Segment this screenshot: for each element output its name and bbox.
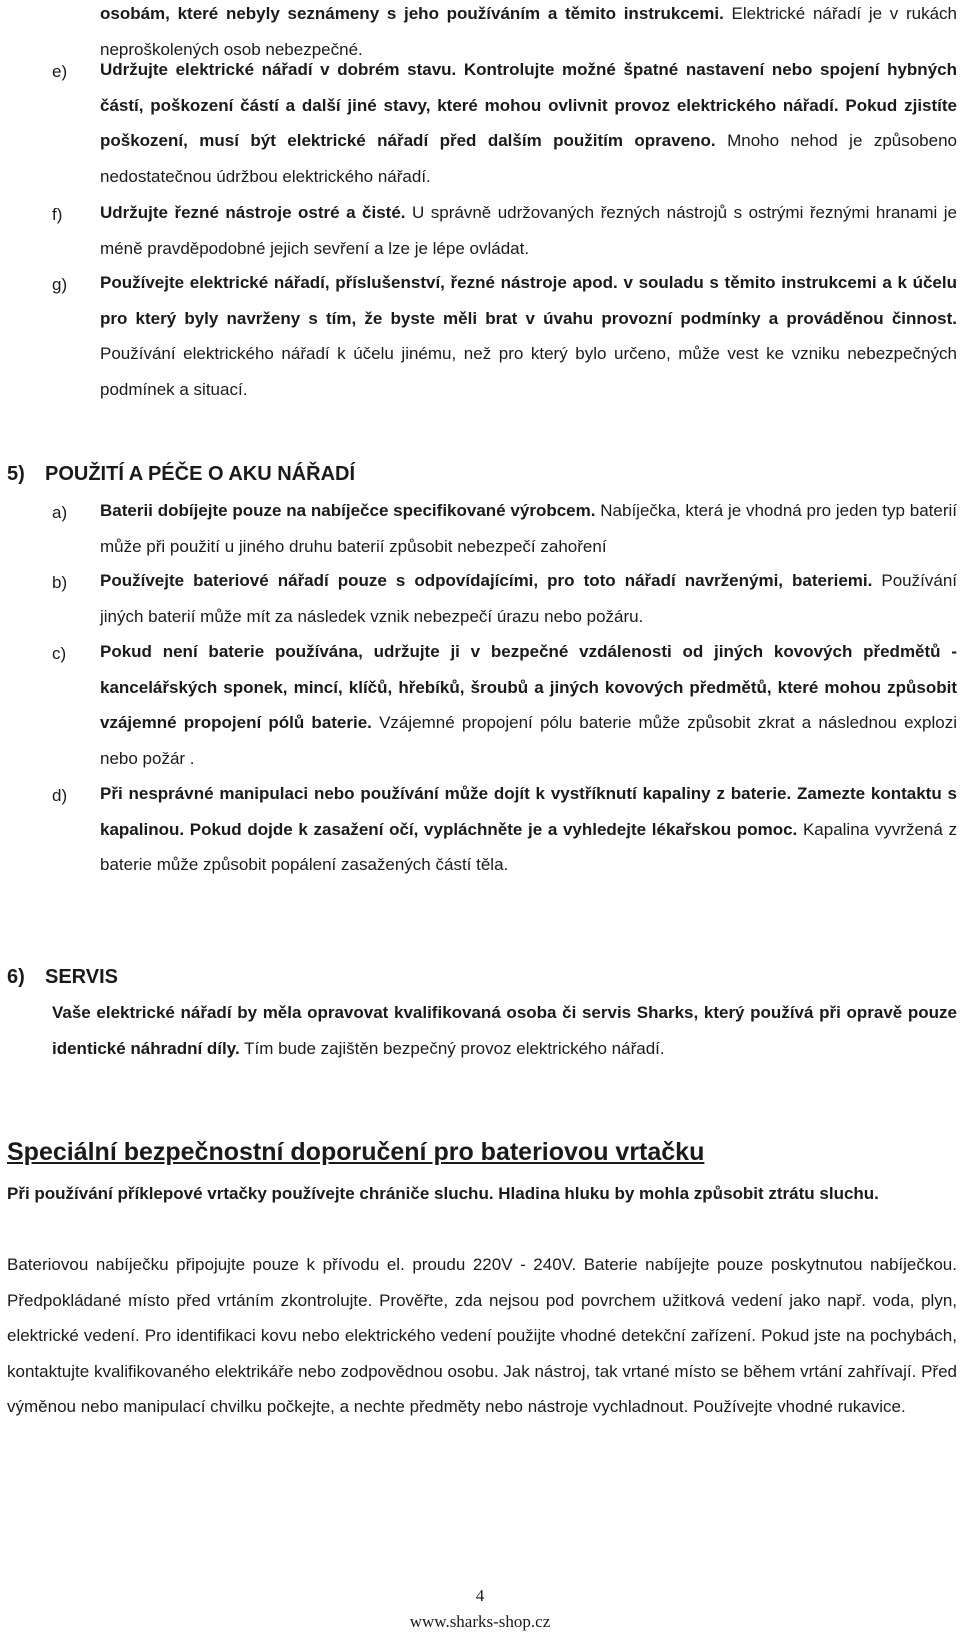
list-marker: c) [52, 644, 67, 663]
section-title: POUŽITÍ A PÉČE O AKU NÁŘADÍ [45, 463, 356, 485]
section-number: 6) [7, 966, 25, 988]
list-marker: a) [52, 503, 68, 522]
list-marker: f) [52, 205, 63, 224]
section-6-heading [7, 966, 118, 989]
list-item-bold: Udržujte elektrické nářadí v dobrém stavu. Kontrolujte možné špatné nastavení nebo spojení hybných částí, poškození částí a další jiné stavy, které mohou ovlivnit provoz elektrického nářadí. Pokud zjistíte poškození, musí být elektrické nářadí před dalším použitím opraveno. [100, 60, 957, 151]
service-bold-text: Vaše elektrické nářadí by měla opravovat kvalifikovaná osoba či servis Sharks, který používá při opravě pouze identické náhradní díly. [52, 1003, 957, 1058]
list-item-bold: Pokud není baterie používána, udržujte ji v bezpečné vzdálenosti od jiných kovových předmětů - kancelářských sponek, mincí, klíčů, hřebíků, šroubů a jiných kovových předmětů, které mohou způsobit vzájemné propojení pólů baterie. [100, 642, 957, 733]
list-item-normal: Kapalina vyvržená z baterie může způsobit popálení zasažených částí těla. [100, 819, 957, 875]
list-item-text [100, 52, 957, 194]
service-paragraph [52, 995, 957, 1066]
list-item-text [100, 195, 957, 266]
list-item-text [100, 776, 957, 883]
intro-normal-text: Elektrické nářadí je v rukách neproškolených osob nebezpečné. [100, 4, 957, 59]
intro-bold-text: osobám, které nebyly seznámeny s jeho používáním a těmito instrukcemi. [100, 4, 724, 23]
list-marker: g) [52, 275, 68, 294]
special-recommendations-title: Speciální bezpečnostní doporučení pro bateriovou vrtačku [7, 1138, 705, 1166]
list-marker: b) [52, 573, 68, 592]
list-item-normal: Používání jiných baterií může mít za následek vznik nebezpečí úrazu nebo požáru. [100, 571, 957, 626]
list-item-text [100, 563, 957, 634]
hearing-protection-paragraph: Při používání příklepové vrtačky používejte chrániče sluchu. Hladina hluku by mohla způsobit ztrátu sluchu. [7, 1184, 879, 1203]
list-item-normal: U správně udržovaných řezných nástrojů s ostrými řeznými hranami je méně pravděpodobné jejich sevření a lze je lépe ovládat. [100, 203, 957, 258]
list-item-normal: Nabíječka, která je vhodná pro jeden typ baterií může při použití u jiného druhu baterií způsobit nebezpečí zahoření [100, 501, 957, 556]
list-item-text [100, 265, 957, 407]
list-item-text [100, 634, 957, 776]
list-marker: e) [52, 62, 68, 81]
section-title: SERVIS [45, 966, 118, 988]
section-number: 5) [7, 463, 25, 485]
drill-safety-paragraph: Bateriovou nabíječku připojujte pouze k přívodu el. proudu 220V - 240V. Baterie nabíjejte pouze poskytnutou nabíječkou. Předpokládané místo před vrtáním zkontrolujte. Prověřte, zda nejsou pod povrchem užitková vedení jako např. voda, plyn, elektrické vedení. Pro identifikaci kovu nebo elektrického vedení použijte vhodné detekční zařízení. Pokud jste na pochybách, kontaktujte kvalifikovaného elektrikáře nebo zodpovědnou osobu. Jak nástroj, tak vrtané místo se během vrtání zahřívají. Před výměnou nebo manipulací chvilku počkejte, a nechte předměty nebo nástroje vychladnout. Používejte vhodné rukavice. [7, 1255, 957, 1417]
list-item-bold: Při nesprávné manipulaci nebo používání může dojít k vystříknutí kapaliny z baterie. Zamezte kontaktu s kapalinou. Pokud dojde k zasažení očí, vypláchněte je a vyhledejte lékařskou pomoc. [100, 784, 957, 839]
page-number: 4 [475, 1586, 485, 1605]
list-item-bold: Baterii dobíjejte pouze na nabíječce specifikované výrobcem. [100, 501, 596, 520]
website-link[interactable]: www.sharks-shop.cz [409, 1612, 551, 1631]
list-item-normal: Mnoho nehod je způsobeno nedostatečnou údržbou elektrického nářadí. [100, 131, 957, 186]
list-item-normal: Vzájemné propojení pólu baterie může způsobit zkrat a následnou explozi nebo požár . [100, 713, 957, 768]
list-item-text [100, 493, 957, 564]
section-5-heading [7, 463, 355, 486]
list-item-bold: Udržujte řezné nástroje ostré a čisté. [100, 203, 406, 222]
list-item-normal: Používání elektrického nářadí k účelu jinému, než pro který bylo určeno, může vest ke vzniku nebezpečných podmínek a situací. [100, 344, 957, 399]
list-item-bold: Používejte elektrické nářadí, příslušenství, řezné nástroje apod. v souladu s těmito instrukcemi a k účelu pro který byly navrženy s tím, že byste měli brat v úvahu provozní podmínky a prováděnou činnost. [100, 273, 957, 328]
service-normal-text: Tím bude zajištěn bezpečný provoz elektrického nářadí. [239, 1038, 665, 1058]
list-marker: d) [52, 786, 68, 805]
list-item-bold: Používejte bateriové nářadí pouze s odpovídajícími, pro toto nářadí navrženými, bateriemi. [100, 571, 873, 590]
